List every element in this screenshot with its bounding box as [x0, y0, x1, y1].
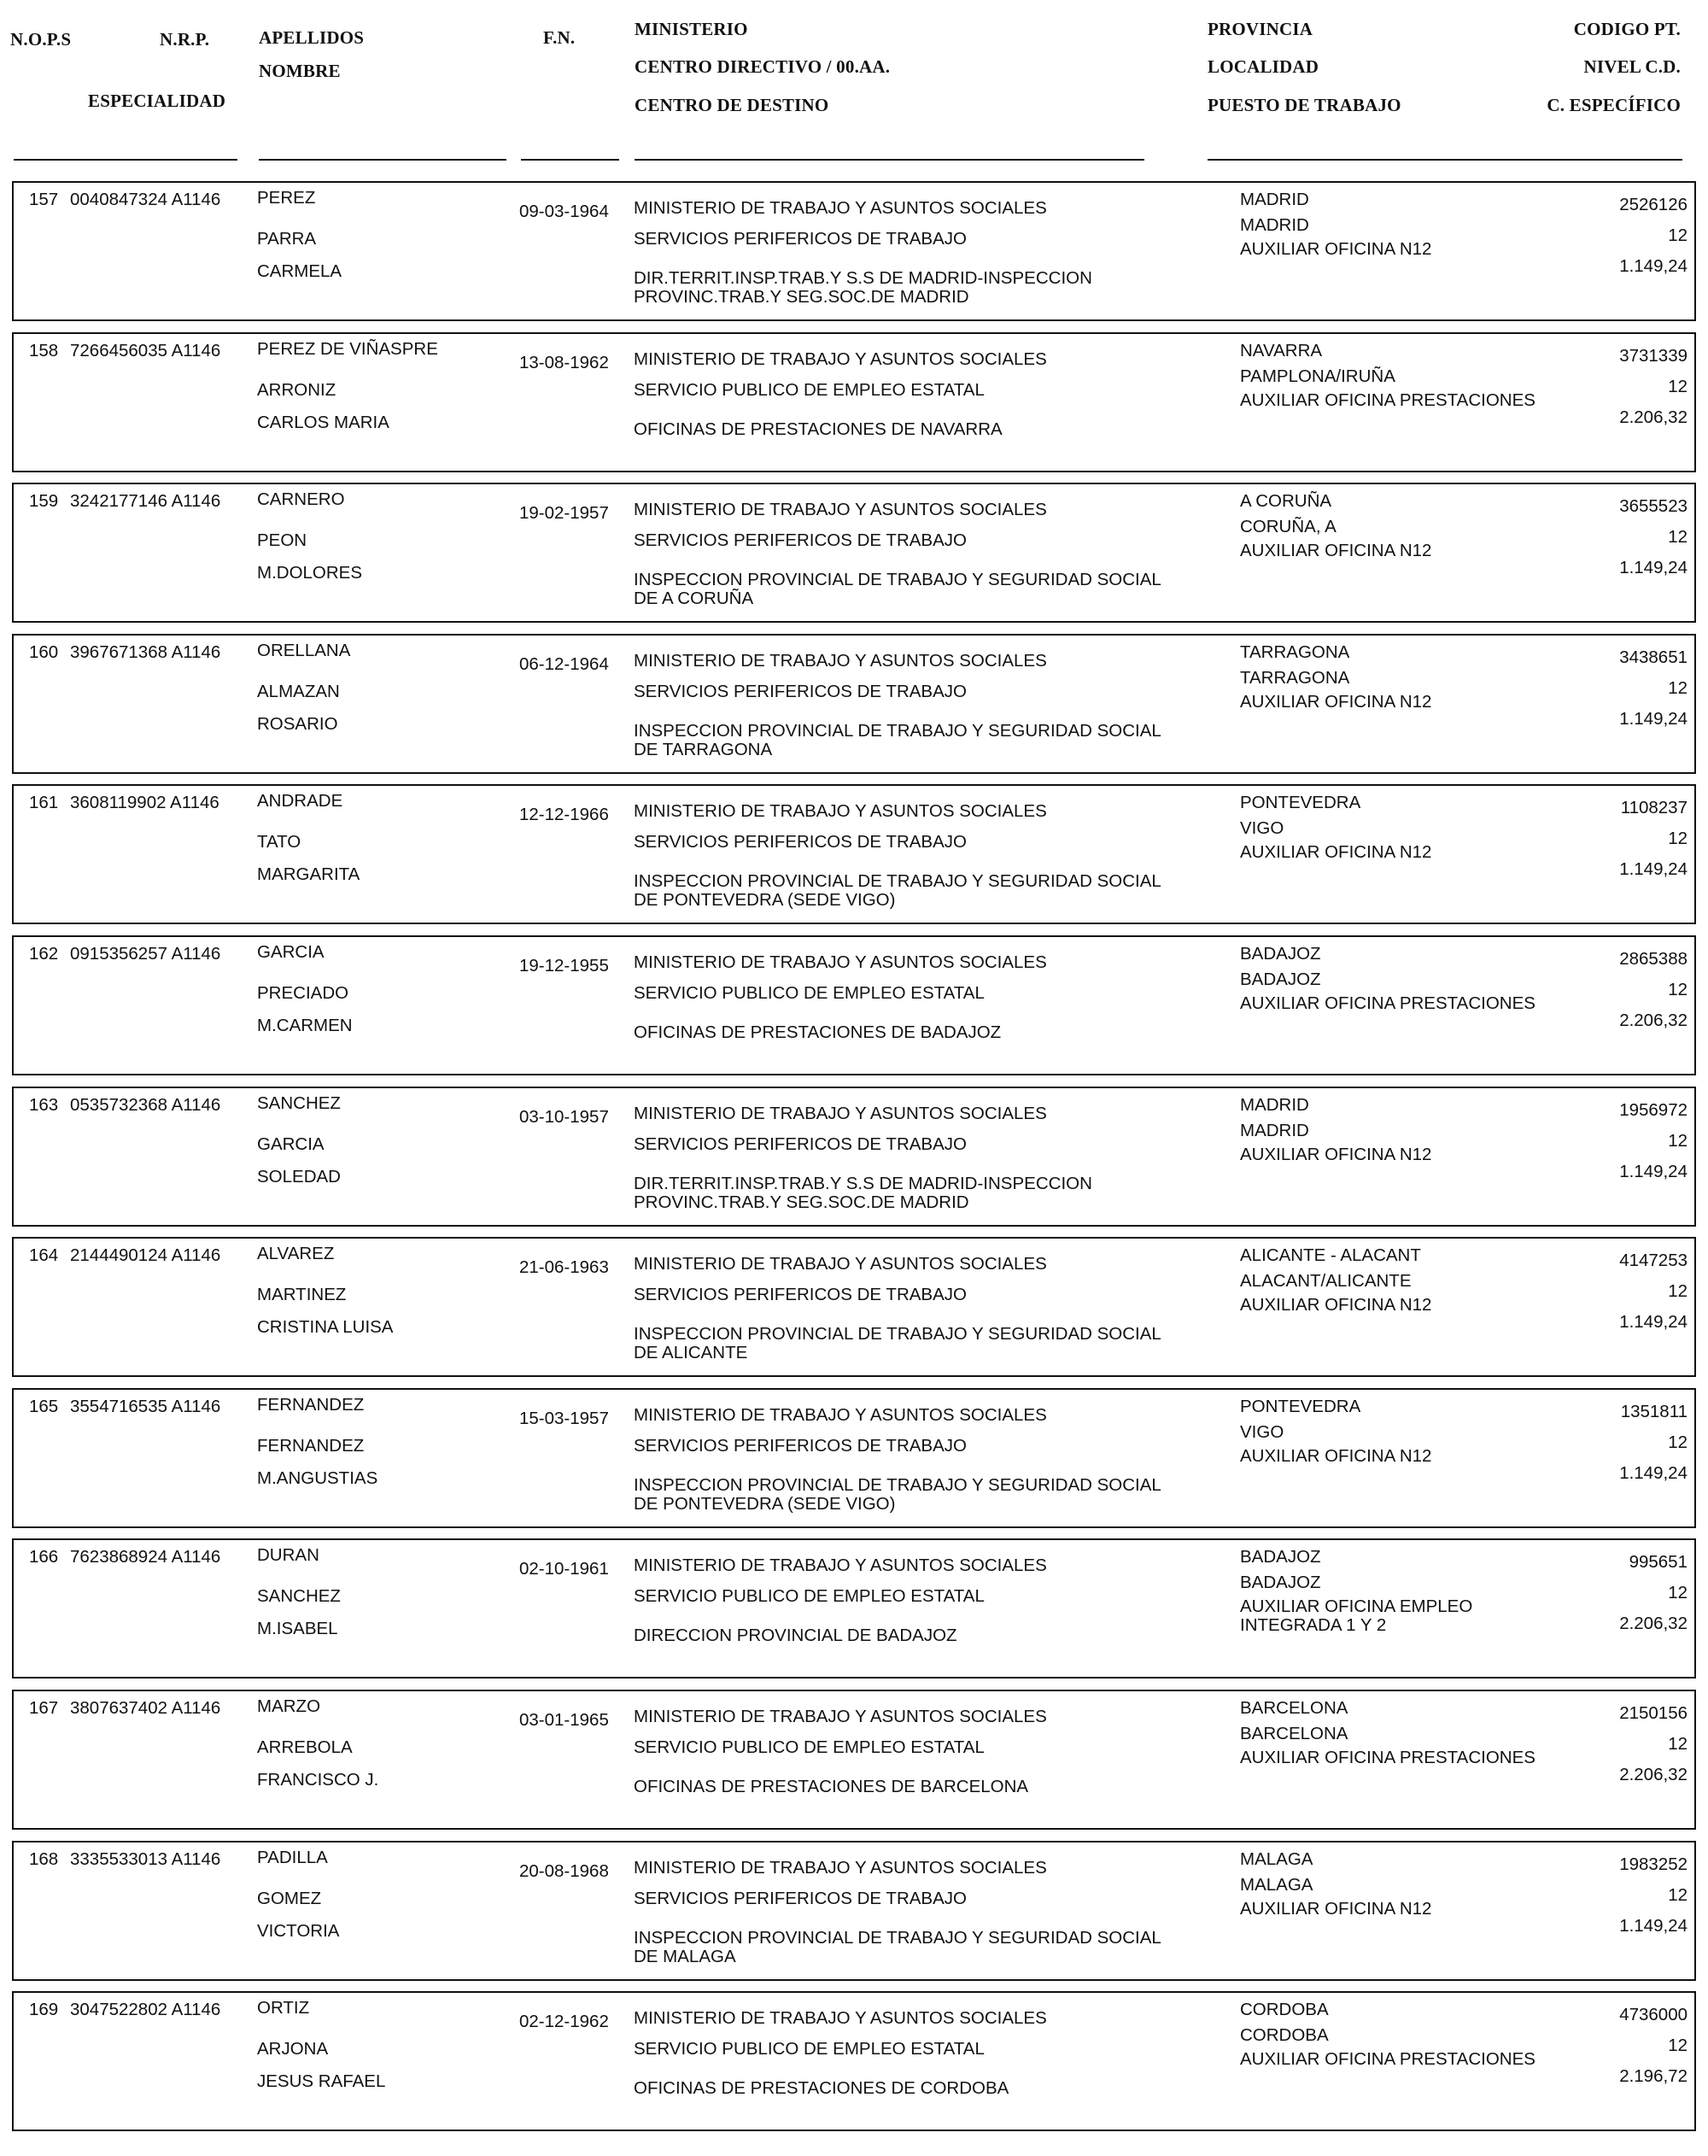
header-rule [259, 159, 506, 161]
record-especifico: 1.149,24 [1619, 256, 1688, 276]
record-nops: 157 [29, 190, 59, 209]
record-puesto-linea1: AUXILIAR OFICINA N12 [1240, 1446, 1432, 1466]
record-ministerio: MINISTERIO DE TRABAJO Y ASUNTOS SOCIALES [634, 952, 1047, 972]
header-apellidos: APELLIDOS [259, 27, 365, 48]
record-destino-linea1: INSPECCION PROVINCIAL DE TRABAJO Y SEGURIDAD SOCIAL [634, 1324, 1161, 1344]
header-centro-destino: CENTRO DE DESTINO [635, 95, 829, 115]
record-codigo: 2865388 [1619, 949, 1688, 969]
record-destino-linea2: DE PONTEVEDRA (SEDE VIGO) [634, 890, 896, 910]
record-codigo: 4736000 [1619, 2005, 1688, 2024]
record-ministerio: MINISTERIO DE TRABAJO Y ASUNTOS SOCIALES [634, 1555, 1047, 1575]
record-provincia: MADRID [1240, 190, 1309, 209]
record-especifico: 2.206,32 [1619, 407, 1688, 427]
record-fecha-nacimiento: 19-02-1957 [519, 503, 609, 523]
record-nops: 164 [29, 1245, 59, 1265]
record-apellido2: FERNANDEZ [257, 1436, 365, 1456]
record-ministerio: MINISTERIO DE TRABAJO Y ASUNTOS SOCIALES [634, 1104, 1047, 1123]
record-fecha-nacimiento: 20-08-1968 [519, 1861, 609, 1881]
record-nombre: M.DOLORES [257, 563, 363, 583]
record-centro-directivo: SERVICIOS PERIFERICOS DE TRABAJO [634, 1134, 967, 1154]
record-centro-directivo: SERVICIO PUBLICO DE EMPLEO ESTATAL [634, 1586, 985, 1606]
record-centro-directivo: SERVICIOS PERIFERICOS DE TRABAJO [634, 1436, 967, 1456]
record-fecha-nacimiento: 12-12-1966 [519, 805, 609, 824]
record-apellido2: GOMEZ [257, 1889, 322, 1908]
record-apellido1: PADILLA [257, 1848, 328, 1867]
record-apellido2: ARRONIZ [257, 380, 336, 400]
record-row [12, 634, 1696, 774]
record-row [12, 332, 1696, 472]
record-nops: 165 [29, 1397, 59, 1416]
record-nivel: 12 [1668, 2036, 1688, 2055]
record-destino-linea1: INSPECCION PROVINCIAL DE TRABAJO Y SEGURIDAD SOCIAL [634, 721, 1161, 741]
record-apellido2: ARJONA [257, 2039, 329, 2059]
record-row [12, 1087, 1696, 1227]
record-nivel: 12 [1668, 1432, 1688, 1452]
record-nivel: 12 [1668, 829, 1688, 848]
record-centro-directivo: SERVICIO PUBLICO DE EMPLEO ESTATAL [634, 1737, 985, 1757]
record-fecha-nacimiento: 13-08-1962 [519, 353, 609, 372]
record-destino-linea1: INSPECCION PROVINCIAL DE TRABAJO Y SEGURIDAD SOCIAL [634, 1928, 1161, 1948]
record-fecha-nacimiento: 06-12-1964 [519, 654, 609, 674]
record-nombre: CRISTINA LUISA [257, 1317, 394, 1337]
record-nops: 166 [29, 1547, 59, 1567]
record-especifico: 2.206,32 [1619, 1765, 1688, 1784]
record-especifico: 1.149,24 [1619, 1162, 1688, 1181]
record-apellido1: ORELLANA [257, 641, 351, 660]
record-codigo: 1956972 [1619, 1100, 1688, 1120]
record-codigo: 2150156 [1619, 1703, 1688, 1723]
record-localidad: PAMPLONA/IRUÑA [1240, 366, 1395, 386]
record-apellido2: ALMAZAN [257, 682, 340, 701]
record-nrp: 0040847324 A1146 [70, 190, 221, 209]
header-nops: N.O.P.S [10, 29, 72, 50]
record-nrp: 7623868924 A1146 [70, 1547, 221, 1567]
record-destino-linea2: PROVINC.TRAB.Y SEG.SOC.DE MADRID [634, 1192, 969, 1212]
record-codigo: 1351811 [1620, 1402, 1688, 1421]
record-destino-linea1: OFICINAS DE PRESTACIONES DE CORDOBA [634, 2078, 1009, 2098]
header-provincia: PROVINCIA [1208, 19, 1313, 39]
record-nombre: M.CARMEN [257, 1016, 353, 1035]
record-destino-linea2: DE A CORUÑA [634, 589, 754, 608]
record-row [12, 1841, 1696, 1981]
record-nops: 168 [29, 1849, 59, 1869]
record-codigo: 995651 [1629, 1552, 1688, 1572]
record-apellido1: FERNANDEZ [257, 1395, 365, 1415]
record-nops: 161 [29, 793, 59, 812]
record-provincia: BARCELONA [1240, 1698, 1348, 1718]
record-centro-directivo: SERVICIO PUBLICO DE EMPLEO ESTATAL [634, 2039, 985, 2059]
record-especifico: 1.149,24 [1619, 1312, 1688, 1332]
record-nrp: 3554716535 A1146 [70, 1397, 221, 1416]
header-ministerio: MINISTERIO [635, 19, 748, 39]
record-especifico: 1.149,24 [1619, 558, 1688, 577]
record-row [12, 1538, 1696, 1679]
header-rule [521, 159, 619, 161]
record-nombre: VICTORIA [257, 1921, 340, 1941]
header-localidad: LOCALIDAD [1208, 56, 1319, 77]
record-nombre: MARGARITA [257, 864, 360, 884]
record-nops: 160 [29, 642, 59, 662]
record-provincia: TARRAGONA [1240, 642, 1350, 662]
record-centro-directivo: SERVICIOS PERIFERICOS DE TRABAJO [634, 530, 967, 550]
record-nivel: 12 [1668, 1885, 1688, 1905]
record-nivel: 12 [1668, 226, 1688, 245]
record-row [12, 181, 1696, 321]
record-puesto-linea1: AUXILIAR OFICINA N12 [1240, 1295, 1432, 1315]
record-nivel: 12 [1668, 678, 1688, 698]
record-apellido1: ORTIZ [257, 1998, 310, 2018]
header-rule [14, 159, 237, 161]
record-nombre: M.ISABEL [257, 1619, 338, 1638]
record-row [12, 935, 1696, 1075]
record-puesto-linea1: AUXILIAR OFICINA N12 [1240, 692, 1432, 712]
record-especifico: 2.196,72 [1619, 2066, 1688, 2086]
record-apellido1: MARZO [257, 1696, 321, 1716]
record-fecha-nacimiento: 03-10-1957 [519, 1107, 609, 1127]
record-provincia: A CORUÑA [1240, 491, 1332, 511]
header-nrp: N.R.P. [160, 29, 210, 50]
record-apellido2: PARRA [257, 229, 317, 249]
header-rule [635, 159, 1144, 161]
record-nivel: 12 [1668, 1734, 1688, 1754]
record-provincia: MADRID [1240, 1095, 1309, 1115]
record-puesto-linea1: AUXILIAR OFICINA N12 [1240, 842, 1432, 862]
record-apellido2: PEON [257, 530, 307, 550]
record-codigo: 2526126 [1619, 195, 1688, 214]
record-ministerio: MINISTERIO DE TRABAJO Y ASUNTOS SOCIALES [634, 1405, 1047, 1425]
record-apellido1: ALVAREZ [257, 1244, 335, 1263]
record-row [12, 483, 1696, 623]
record-nivel: 12 [1668, 1131, 1688, 1151]
record-apellido1: GARCIA [257, 942, 325, 962]
record-destino-linea1: DIRECCION PROVINCIAL DE BADAJOZ [634, 1626, 957, 1645]
record-centro-directivo: SERVICIO PUBLICO DE EMPLEO ESTATAL [634, 380, 985, 400]
record-destino-linea1: DIR.TERRIT.INSP.TRAB.Y S.S DE MADRID-INSPECCION [634, 268, 1092, 288]
record-nrp: 7266456035 A1146 [70, 341, 221, 360]
record-nrp: 2144490124 A1146 [70, 1245, 221, 1265]
record-destino-linea2: DE TARRAGONA [634, 740, 773, 759]
record-row [12, 784, 1696, 924]
record-ministerio: MINISTERIO DE TRABAJO Y ASUNTOS SOCIALES [634, 500, 1047, 519]
record-puesto-linea2: INTEGRADA 1 Y 2 [1240, 1615, 1387, 1635]
record-centro-directivo: SERVICIOS PERIFERICOS DE TRABAJO [634, 1285, 967, 1304]
record-apellido2: SANCHEZ [257, 1586, 341, 1606]
record-nombre: SOLEDAD [257, 1167, 341, 1186]
record-provincia: PONTEVEDRA [1240, 793, 1361, 812]
record-row [12, 1237, 1696, 1377]
record-nops: 162 [29, 944, 59, 964]
record-nivel: 12 [1668, 527, 1688, 547]
record-nops: 167 [29, 1698, 59, 1718]
record-destino-linea2: DE ALICANTE [634, 1343, 748, 1362]
record-localidad: MADRID [1240, 1121, 1309, 1140]
record-destino-linea1: OFICINAS DE PRESTACIONES DE NAVARRA [634, 419, 1003, 439]
record-ministerio: MINISTERIO DE TRABAJO Y ASUNTOS SOCIALES [634, 801, 1047, 821]
record-centro-directivo: SERVICIOS PERIFERICOS DE TRABAJO [634, 682, 967, 701]
record-destino-linea1: INSPECCION PROVINCIAL DE TRABAJO Y SEGURIDAD SOCIAL [634, 1475, 1161, 1495]
header-rule [1208, 159, 1682, 161]
record-apellido2: PRECIADO [257, 983, 349, 1003]
record-row [12, 1991, 1696, 2131]
record-codigo: 3731339 [1619, 346, 1688, 366]
header-codigo: CODIGO PT. [1573, 19, 1681, 39]
record-codigo: 3655523 [1619, 496, 1688, 516]
record-puesto-linea1: AUXILIAR OFICINA PRESTACIONES [1240, 2049, 1535, 2069]
record-fecha-nacimiento: 15-03-1957 [519, 1409, 609, 1428]
record-especifico: 2.206,32 [1619, 1011, 1688, 1030]
record-centro-directivo: SERVICIOS PERIFERICOS DE TRABAJO [634, 1889, 967, 1908]
record-especifico: 1.149,24 [1619, 859, 1688, 879]
record-fecha-nacimiento: 19-12-1955 [519, 956, 609, 975]
record-fecha-nacimiento: 03-01-1965 [519, 1710, 609, 1730]
record-ministerio: MINISTERIO DE TRABAJO Y ASUNTOS SOCIALES [634, 198, 1047, 218]
record-nivel: 12 [1668, 1583, 1688, 1602]
record-nrp: 3047522802 A1146 [70, 2000, 221, 2019]
record-destino-linea1: DIR.TERRIT.INSP.TRAB.Y S.S DE MADRID-INSPECCION [634, 1174, 1092, 1193]
record-localidad: MALAGA [1240, 1875, 1313, 1895]
record-provincia: BADAJOZ [1240, 1547, 1321, 1567]
record-nombre: ROSARIO [257, 714, 338, 734]
record-destino-linea2: PROVINC.TRAB.Y SEG.SOC.DE MADRID [634, 287, 969, 307]
record-destino-linea1: INSPECCION PROVINCIAL DE TRABAJO Y SEGURIDAD SOCIAL [634, 570, 1161, 589]
record-apellido1: SANCHEZ [257, 1093, 341, 1113]
record-destino-linea1: OFICINAS DE PRESTACIONES DE BADAJOZ [634, 1022, 1002, 1042]
record-puesto-linea1: AUXILIAR OFICINA N12 [1240, 1899, 1432, 1919]
record-localidad: BARCELONA [1240, 1724, 1348, 1743]
record-fecha-nacimiento: 02-10-1961 [519, 1559, 609, 1579]
header-centro-directivo: CENTRO DIRECTIVO / 00.AA. [635, 56, 891, 77]
record-ministerio: MINISTERIO DE TRABAJO Y ASUNTOS SOCIALES [634, 2008, 1047, 2028]
record-provincia: CORDOBA [1240, 2000, 1329, 2019]
record-ministerio: MINISTERIO DE TRABAJO Y ASUNTOS SOCIALES [634, 651, 1047, 671]
record-puesto-linea1: AUXILIAR OFICINA N12 [1240, 1145, 1432, 1164]
record-ministerio: MINISTERIO DE TRABAJO Y ASUNTOS SOCIALES [634, 1707, 1047, 1726]
header-especifico: C. ESPECÍFICO [1547, 95, 1681, 115]
record-codigo: 1108237 [1620, 798, 1688, 817]
record-puesto-linea1: AUXILIAR OFICINA PRESTACIONES [1240, 993, 1535, 1013]
record-provincia: ALICANTE - ALACANT [1240, 1245, 1421, 1265]
record-fecha-nacimiento: 09-03-1964 [519, 202, 609, 221]
record-centro-directivo: SERVICIOS PERIFERICOS DE TRABAJO [634, 229, 967, 249]
record-localidad: ALACANT/ALICANTE [1240, 1271, 1412, 1291]
record-puesto-linea1: AUXILIAR OFICINA EMPLEO [1240, 1596, 1473, 1616]
record-apellido1: ANDRADE [257, 791, 343, 811]
record-apellido2: MARTINEZ [257, 1285, 347, 1304]
record-row [12, 1388, 1696, 1528]
record-codigo: 1983252 [1619, 1854, 1688, 1874]
record-localidad: BADAJOZ [1240, 1573, 1321, 1592]
record-nrp: 3967671368 A1146 [70, 642, 221, 662]
record-nops: 159 [29, 491, 59, 511]
record-ministerio: MINISTERIO DE TRABAJO Y ASUNTOS SOCIALES [634, 1858, 1047, 1878]
record-nrp: 3335533013 A1146 [70, 1849, 221, 1869]
record-apellido2: GARCIA [257, 1134, 325, 1154]
record-nombre: JESUS RAFAEL [257, 2071, 386, 2091]
record-nombre: M.ANGUSTIAS [257, 1468, 378, 1488]
record-nrp: 3242177146 A1146 [70, 491, 221, 511]
record-localidad: MADRID [1240, 215, 1309, 235]
record-especifico: 1.149,24 [1619, 1463, 1688, 1483]
record-destino-linea1: OFICINAS DE PRESTACIONES DE BARCELONA [634, 1777, 1029, 1796]
record-ministerio: MINISTERIO DE TRABAJO Y ASUNTOS SOCIALES [634, 1254, 1047, 1274]
record-ministerio: MINISTERIO DE TRABAJO Y ASUNTOS SOCIALES [634, 349, 1047, 369]
header-puesto: PUESTO DE TRABAJO [1208, 95, 1401, 115]
record-provincia: NAVARRA [1240, 341, 1323, 360]
record-nrp: 0915356257 A1146 [70, 944, 221, 964]
record-puesto-linea1: AUXILIAR OFICINA N12 [1240, 541, 1432, 560]
record-apellido1: DURAN [257, 1545, 319, 1565]
record-localidad: BADAJOZ [1240, 970, 1321, 989]
record-nivel: 12 [1668, 980, 1688, 999]
record-localidad: VIGO [1240, 818, 1284, 838]
record-provincia: PONTEVEDRA [1240, 1397, 1361, 1416]
header-nivel: NIVEL C.D. [1583, 56, 1681, 77]
record-nombre: FRANCISCO J. [257, 1770, 379, 1790]
record-centro-directivo: SERVICIOS PERIFERICOS DE TRABAJO [634, 832, 967, 852]
header-nombre: NOMBRE [259, 61, 341, 81]
record-provincia: MALAGA [1240, 1849, 1313, 1869]
record-nivel: 12 [1668, 1281, 1688, 1301]
record-provincia: BADAJOZ [1240, 944, 1321, 964]
record-nops: 163 [29, 1095, 59, 1115]
record-row [12, 1690, 1696, 1830]
record-puesto-linea1: AUXILIAR OFICINA N12 [1240, 239, 1432, 259]
record-apellido1: PEREZ DE VIÑASPRE [257, 339, 438, 359]
record-destino-linea1: INSPECCION PROVINCIAL DE TRABAJO Y SEGURIDAD SOCIAL [634, 871, 1161, 891]
record-nrp: 3807637402 A1146 [70, 1698, 221, 1718]
record-codigo: 4147253 [1619, 1251, 1688, 1270]
record-apellido1: CARNERO [257, 489, 345, 509]
record-nombre: CARMELA [257, 261, 342, 281]
record-nops: 158 [29, 341, 59, 360]
record-nrp: 3608119902 A1146 [70, 793, 219, 812]
record-centro-directivo: SERVICIO PUBLICO DE EMPLEO ESTATAL [634, 983, 985, 1003]
record-nombre: CARLOS MARIA [257, 413, 389, 432]
record-destino-linea2: DE MALAGA [634, 1947, 736, 1966]
record-especifico: 1.149,24 [1619, 1916, 1688, 1936]
record-apellido2: TATO [257, 832, 301, 852]
record-localidad: TARRAGONA [1240, 668, 1350, 688]
record-destino-linea2: DE PONTEVEDRA (SEDE VIGO) [634, 1494, 896, 1514]
record-apellido1: PEREZ [257, 188, 316, 208]
record-localidad: CORUÑA, A [1240, 517, 1337, 536]
record-nops: 169 [29, 2000, 59, 2019]
record-puesto-linea1: AUXILIAR OFICINA PRESTACIONES [1240, 390, 1535, 410]
record-fecha-nacimiento: 02-12-1962 [519, 2012, 609, 2031]
record-nrp: 0535732368 A1146 [70, 1095, 221, 1115]
record-localidad: VIGO [1240, 1422, 1284, 1442]
record-apellido2: ARREBOLA [257, 1737, 353, 1757]
record-codigo: 3438651 [1619, 647, 1688, 667]
record-especifico: 1.149,24 [1619, 709, 1688, 729]
record-nivel: 12 [1668, 377, 1688, 396]
record-especifico: 2.206,32 [1619, 1614, 1688, 1633]
record-fecha-nacimiento: 21-06-1963 [519, 1257, 609, 1277]
record-localidad: CORDOBA [1240, 2025, 1329, 2045]
header-especialidad: ESPECIALIDAD [88, 91, 226, 111]
header-fn: F.N. [543, 27, 576, 48]
record-puesto-linea1: AUXILIAR OFICINA PRESTACIONES [1240, 1748, 1535, 1767]
